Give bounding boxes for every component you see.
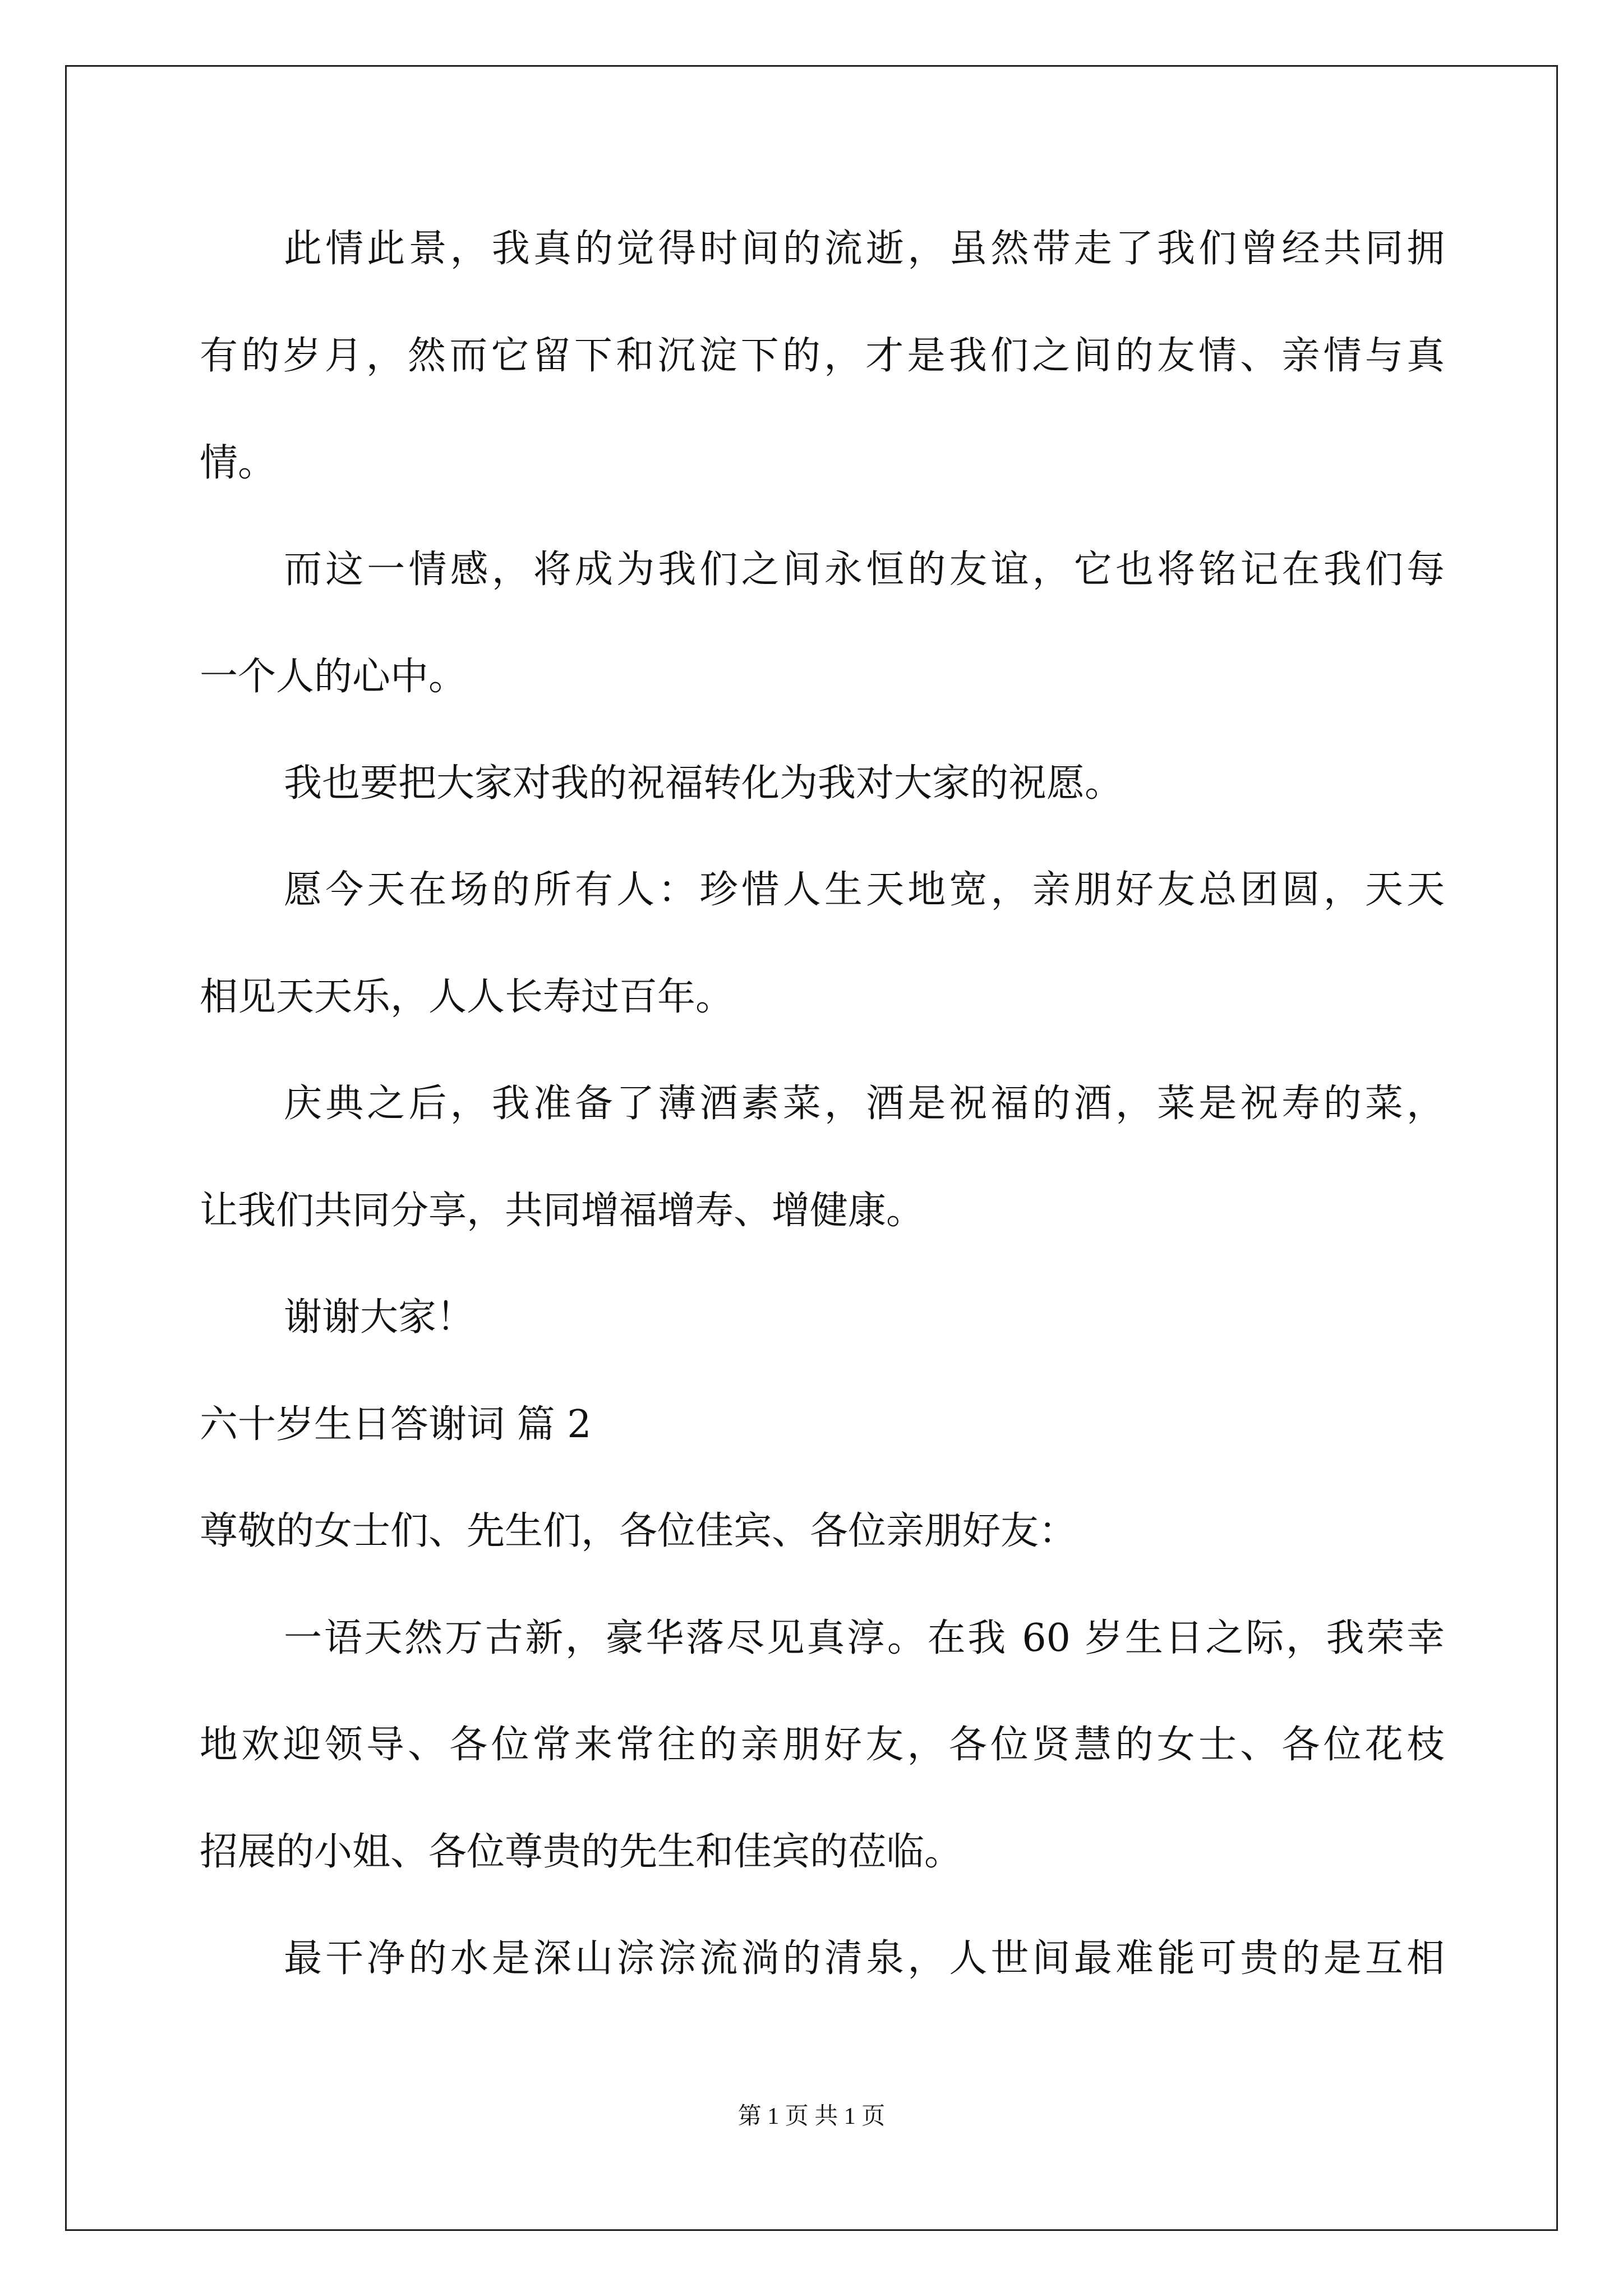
paragraph-line: 最干净的水是深山淙淙流淌的清泉，人世间最难能可贵的是互相	[284, 1936, 1445, 1981]
paragraph-line: 有的岁月，然而它留下和沉淀下的，才是我们之间的友情、亲情与真	[200, 334, 1445, 378]
paragraph-line: 情。	[200, 441, 276, 485]
paragraph-line: 我也要把大家对我的祝福转化为我对大家的祝愿。	[284, 761, 1123, 806]
paragraph-line: 让我们共同分享，共同增福增寿、增健康。	[200, 1189, 925, 1233]
page-border	[65, 65, 1558, 2231]
paragraph-line: 招展的小姐、各位尊贵的先生和佳宾的莅临。	[200, 1830, 963, 1874]
salutation: 尊敬的女士们、先生们，各位佳宾、各位亲朋好友：	[200, 1509, 1077, 1553]
paragraph-line: 相见天天乐，人人长寿过百年。	[200, 975, 734, 1019]
paragraph-line: 庆典之后，我准备了薄酒素菜，酒是祝福的酒，菜是祝寿的菜，	[284, 1082, 1445, 1126]
section-heading: 六十岁生日答谢词 篇 2	[200, 1402, 592, 1447]
page-footer: 第 1 页 共 1 页	[737, 2104, 886, 2129]
paragraph-line: 此情此景，我真的觉得时间的流逝，虽然带走了我们曾经共同拥	[284, 227, 1445, 271]
paragraph-line: 而这一情感，将成为我们之间永恒的友谊，它也将铭记在我们每	[284, 547, 1445, 592]
paragraph-line: 愿今天在场的所有人：珍惜人生天地宽，亲朋好友总团圆，天天	[284, 868, 1445, 912]
paragraph-line: 地欢迎领导、各位常来常往的亲朋好友，各位贤慧的女士、各位花枝	[200, 1723, 1445, 1767]
paragraph-line: 谢谢大家！	[284, 1295, 475, 1340]
paragraph-line: 一语天然万古新，豪华落尽见真淳。在我 60 岁生日之际，我荣幸	[284, 1616, 1445, 1660]
paragraph-line: 一个人的心中。	[200, 655, 467, 699]
